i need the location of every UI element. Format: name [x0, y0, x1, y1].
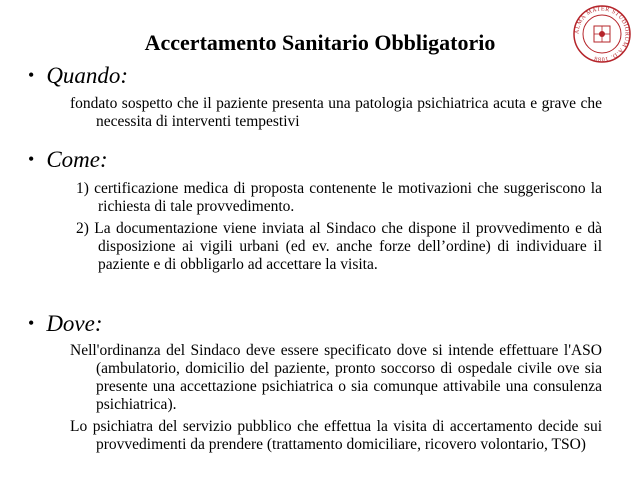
dove-paragraph-2: Lo psichiatra del servizio pubblico che effettua la visita di accertamento decide sui provvedimenti da prendere (trattamento domiciliare, ricovero volontario, TSO) [70, 418, 602, 453]
bullet-dot: • [28, 149, 35, 169]
dove-text [70, 342, 602, 458]
come-item-1: 1) certificazione medica di proposta contenente le motivazioni che suggeriscono la richiesta di tale provvedimento. [76, 180, 602, 215]
quando-text [70, 95, 602, 135]
bullet-dove [28, 311, 103, 338]
bullet-dot: • [28, 313, 35, 333]
come-list [76, 180, 602, 278]
slide-title: Accertamento Sanitario Obbligatorio [144, 30, 496, 55]
come-item-2: 2) La documentazione viene inviata al Sindaco che dispone il provvedimento e dà disposizione ai vigili urbani (ed ev. anche forze dell’ordine) di individuare il paziente e di obbligarlo ad accettare la visita. [76, 220, 602, 273]
bullet-quando [28, 63, 128, 90]
bullet-dot: • [28, 65, 35, 85]
quando-paragraph: fondato sospetto che il paziente presenta una patologia psichiatrica acuta e grave che necessita di interventi tempestivi [70, 95, 602, 130]
bullet-come [28, 147, 108, 174]
university-seal-icon [572, 4, 632, 64]
svg-text:ALMA MATER STUDIORUM A.D. 1088: ALMA MATER STUDIORUM A.D. 1088 [574, 6, 630, 62]
section-heading-dove: Dove: [46, 311, 103, 336]
section-heading-quando: Quando: [46, 63, 129, 88]
dove-paragraph-1: Nell'ordinanza del Sindaco deve essere specificato dove si intende effettuare l'ASO (ambulatorio, domicilio del paziente, pronto soccorso di ospedale civile ove sia presente una accettazione psichiatrica o sia comunque attivabile una consulenza psichiatrica). [70, 342, 602, 413]
section-heading-come: Come: [46, 147, 108, 172]
